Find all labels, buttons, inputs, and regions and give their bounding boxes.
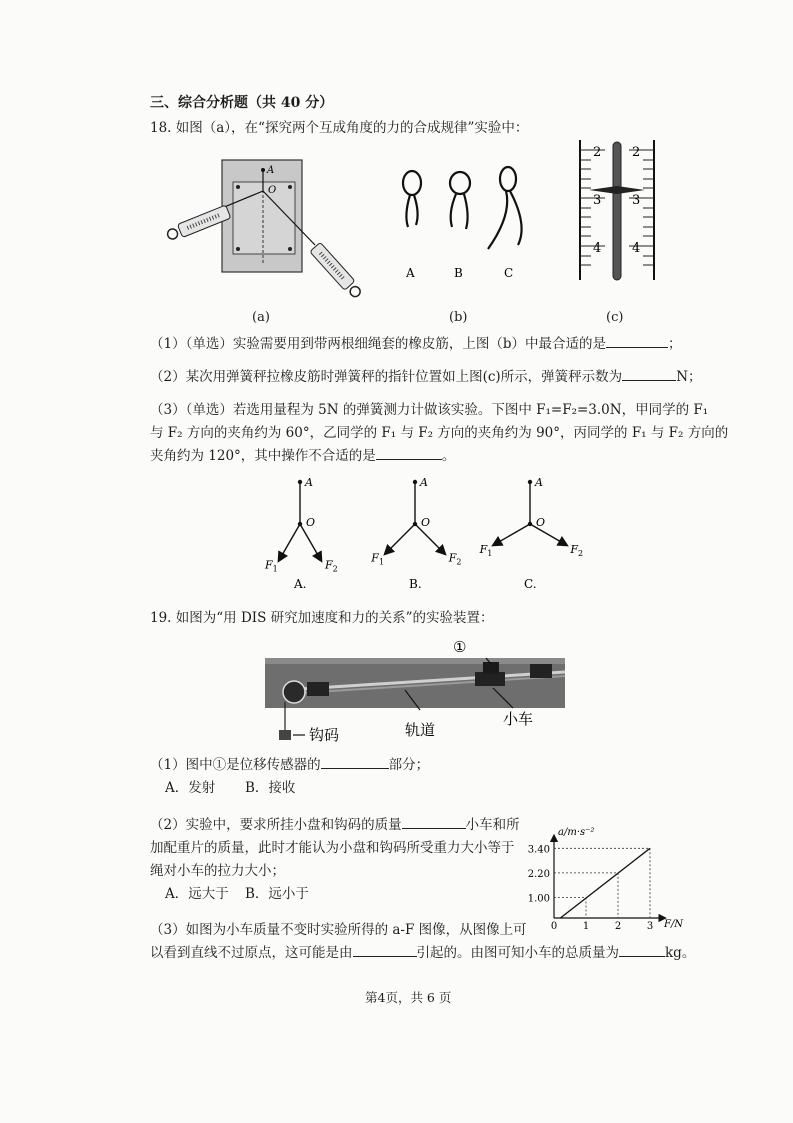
label-f2: $F_2$ (325, 558, 338, 574)
option-b-c: C (504, 266, 514, 280)
caption-b: (b) (449, 310, 468, 325)
option-b-a: A (406, 266, 415, 280)
point-a (528, 480, 532, 484)
point-a (413, 480, 417, 484)
q18-sub3-line1: （3）（单选）若选用量程为 5N 的弹簧测力计做该实验。下图中 F₁=F₂=3.0N，甲同学的 F₁ (150, 402, 709, 418)
force-diagrams (255, 470, 595, 595)
svg-text:2: 2 (593, 145, 602, 160)
y-tick-label: 3.40 (527, 844, 550, 856)
answer-blank-19-3b[interactable] (619, 942, 665, 957)
x-tick-label: 3 (646, 921, 654, 932)
force-f1-arrow (385, 524, 415, 554)
q18-sub2: （2）某次用弹簧秤拉橡皮筋时弹簧秤的指针位置如上图(c)所示，弹簧秤示数为 N； (150, 366, 702, 388)
section-title: 三、综合分析题（共 40 分） (150, 95, 334, 111)
x-tick-label: 0 (550, 921, 558, 932)
q19-sub2-option-a: A．远大于 (165, 886, 229, 902)
weight-label: 钩码 (309, 726, 340, 744)
label-a: A (535, 476, 543, 489)
x-axis-label: F/N (664, 919, 684, 930)
figure-c-scale (577, 140, 657, 282)
q19-sub2-option-b: B．远小于 (245, 886, 309, 902)
force-option-label: B. (409, 577, 422, 591)
point-a (298, 480, 302, 484)
svg-text:2: 2 (632, 145, 641, 160)
force-diagram-3 (479, 476, 583, 591)
y-tick-label: 2.20 (527, 868, 550, 880)
force-diagram-1 (264, 476, 338, 591)
point-a-label: A (267, 165, 275, 176)
marker-1-label: ① (453, 638, 467, 656)
answer-blank-19-3a[interactable] (353, 942, 417, 957)
q18-sub1: （1）（单选）实验需要用到带两根细绳套的橡皮筋，上图（b）中最合适的是 ； (150, 333, 681, 355)
page-footer: 第4页，共 6 页 (365, 990, 452, 1005)
q19-sub1-option-b: B．接收 (245, 780, 296, 796)
svg-text:3: 3 (632, 193, 641, 208)
q19-sub2-line2: 加配重片的质量，此时才能认为小盘和钩码所受重力大小等于 (150, 840, 515, 856)
q18-sub3-line3: 夹角约为 120°，其中操作不合适的是 。 (150, 445, 455, 467)
label-f2: $F_2$ (448, 551, 462, 567)
answer-blank-19-1[interactable] (321, 754, 389, 769)
dis-apparatus-photo (265, 632, 565, 742)
answer-blank-19-2[interactable] (402, 814, 466, 829)
label-a: A (305, 476, 313, 489)
q19-sub2-line3: 绳对小车的拉力大小； (150, 863, 285, 879)
svg-text:4: 4 (593, 241, 602, 256)
caption-a: (a) (252, 310, 270, 325)
force-f1-arrow (494, 524, 530, 545)
force-f2-arrow (300, 524, 321, 560)
label-f1: $F_1$ (479, 543, 493, 558)
label-f2: $F_2$ (570, 543, 584, 558)
q19-sub3-line1: （3）如图为小车质量不变时实验所得的 a-F 图像，从图像上可 (150, 922, 527, 938)
point-o-label: O (268, 185, 277, 196)
caption-c: (c) (606, 310, 624, 325)
q18-sub3-line2: 与 F₂ 方向的夹角约为 60°，乙同学的 F₁ 与 F₂ 方向的夹角约为 90°，丙同学的 F₁ 与 F₂ 方向的 (150, 425, 729, 441)
x-tick-label: 1 (582, 921, 590, 932)
svg-text:4: 4 (632, 241, 641, 256)
force-option-label: A. (294, 577, 307, 591)
label-f1: $F_1$ (371, 551, 385, 567)
q18-stem: 18. 如图（a），在“探究两个互成角度的力的合成规律”实验中： (150, 120, 529, 136)
answer-blank-18-3[interactable] (376, 445, 442, 460)
y-tick-label: 1.00 (527, 893, 550, 905)
option-b-b: B (454, 266, 463, 280)
q19-sub2-line1: （2）实验中，要求所挂小盘和钩码的质量 小车和所 (150, 814, 520, 836)
answer-blank-18-2[interactable] (622, 366, 676, 381)
cart-label: 小车 (503, 710, 534, 728)
a-f-chart (520, 826, 684, 932)
q19-sub1: （1）图中①是位移传感器的 部分； (150, 754, 429, 776)
q19-stem: 19. 如图为“用 DIS 研究加速度和力的关系”的实验装置： (150, 610, 494, 626)
q19-sub3-line2: 以看到直线不过原点，这可能是由 引起的。由图可知小车的总质量为 kg。 (150, 942, 695, 964)
label-a: A (420, 476, 428, 489)
label-f1: $F_1$ (265, 558, 278, 574)
force-f1-arrow (279, 524, 300, 560)
svg-text:3: 3 (593, 193, 602, 208)
force-f2-arrow (530, 524, 566, 545)
label-o: O (306, 516, 316, 529)
x-tick-label: 2 (614, 921, 622, 932)
force-diagram-2 (370, 476, 461, 591)
track-label: 轨道 (405, 721, 436, 739)
label-o: O (421, 516, 431, 529)
label-o: O (536, 516, 546, 529)
figure-a-board (150, 155, 365, 295)
y-axis-label: a/m·s⁻² (558, 827, 595, 838)
series-line (560, 848, 650, 918)
force-option-label: C. (524, 577, 537, 591)
q19-sub1-option-a: A．发射 (165, 780, 216, 796)
figure-b-rubber-bands (390, 165, 540, 285)
answer-blank-18-1[interactable] (606, 333, 668, 348)
